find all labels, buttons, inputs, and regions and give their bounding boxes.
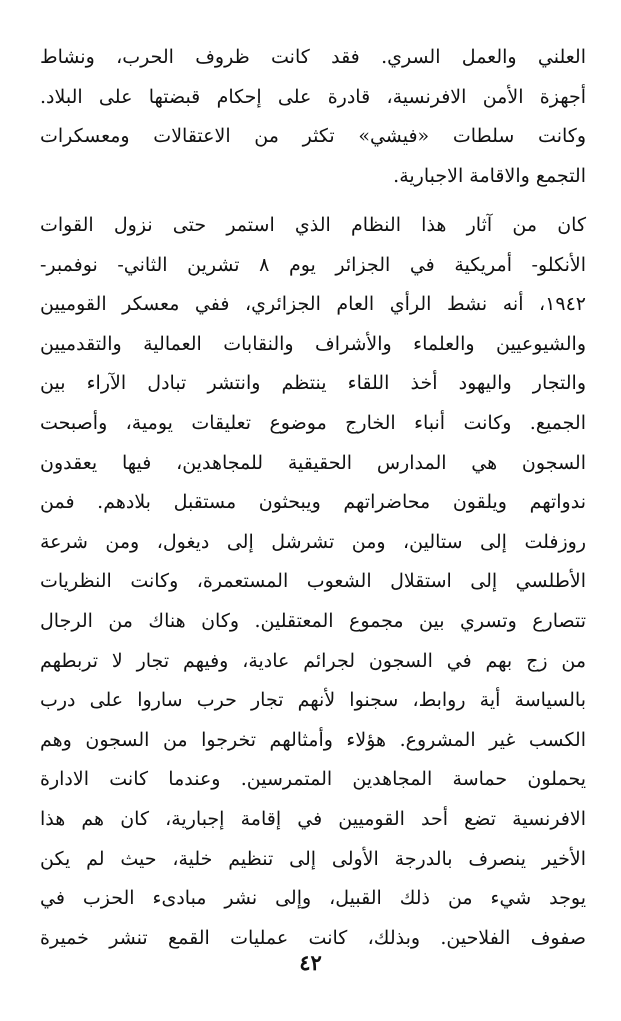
text-line: والتجار واليهود أخذ اللقاء ينتظم وانتشر تبادل الآراء بين	[40, 372, 586, 395]
text-line: ندواتهم ويلقون محاضراتهم ويبحثون مستقبل بلادهم. فمن	[40, 491, 586, 514]
text-line: الأطلسي إلى استقلال الشعوب المستعمرة، وكانت النظريات	[40, 570, 586, 593]
text-line: بالسياسة أية روابط، سجنوا لأنهم تجار حرب ساروا على درب	[40, 689, 586, 712]
text-line: يحملون حماسة المجاهدين المتمرسين. وعندما كانت الادارة	[40, 768, 586, 791]
text-line: صفوف الفلاحين. وبذلك، كانت عمليات القمع تنشر خميرة	[40, 926, 586, 949]
text-line: وكانت سلطات «فيشي» تكثر من الاعتقالات ومعسكرات	[40, 125, 586, 148]
text-line: من زج بهم في السجون لجرائم عادية، وفيهم تجار لا تربطهم	[40, 649, 586, 672]
page-number: ٤٢	[299, 950, 322, 975]
paragraph-1	[40, 38, 586, 196]
text-line: الافرنسية تضع أحد القوميين في إقامة إجبارية، كان هم هذا	[40, 807, 586, 830]
text-line: الجميع. وكانت أنباء الخارج موضوع تعليقات يومية، وأصبحت	[40, 411, 586, 434]
text-line: العلني والعمل السري. فقد كانت ظروف الحرب، ونشاط	[40, 46, 586, 68]
text-line: الأخير ينصرف بالدرجة الأولى إلى تنظيم خلية، حيث لم يكن	[40, 847, 586, 870]
text-line: ١٩٤٢، أنه نشط الرأي العام الجزائري، ففي معسكر القوميين	[40, 293, 586, 316]
text-line: تتصارع وتسري بين مجموع المعتقلين. وكان هناك من الرجال	[40, 609, 586, 632]
text-line: التجمع والاقامة الاجبارية.	[393, 164, 586, 187]
text-line: السجون هي المدارس الحقيقية للمجاهدين، فيها يعقدون	[40, 451, 586, 474]
text-line: روزفلت إلى ستالين، ومن تشرشل إلى ديغول، ومن شرعة	[40, 530, 586, 553]
text-line: كان من آثار هذا النظام الذي استمر حتى نزول القوات	[40, 214, 586, 236]
text-line: والشيوعيين والعلماء والأشراف والنقابات العمالية والتقدميين	[40, 332, 586, 355]
text-line: الكسب غير المشروع. هؤلاء وأمثالهم تخرجوا من السجون وهم	[40, 728, 586, 751]
text-line: يوجد شيء من ذلك القبيل، وإلى نشر مبادىء الحزب في	[40, 887, 586, 910]
text-line: الأنكلو- أمريكية في الجزائر يوم ٨ تشرين الثاني- نوفمبر-	[40, 253, 586, 276]
text-line: أجهزة الأمن الافرنسية، قادرة على إحكام قبضتها على البلاد.	[40, 85, 586, 108]
paragraph-2	[40, 206, 586, 958]
